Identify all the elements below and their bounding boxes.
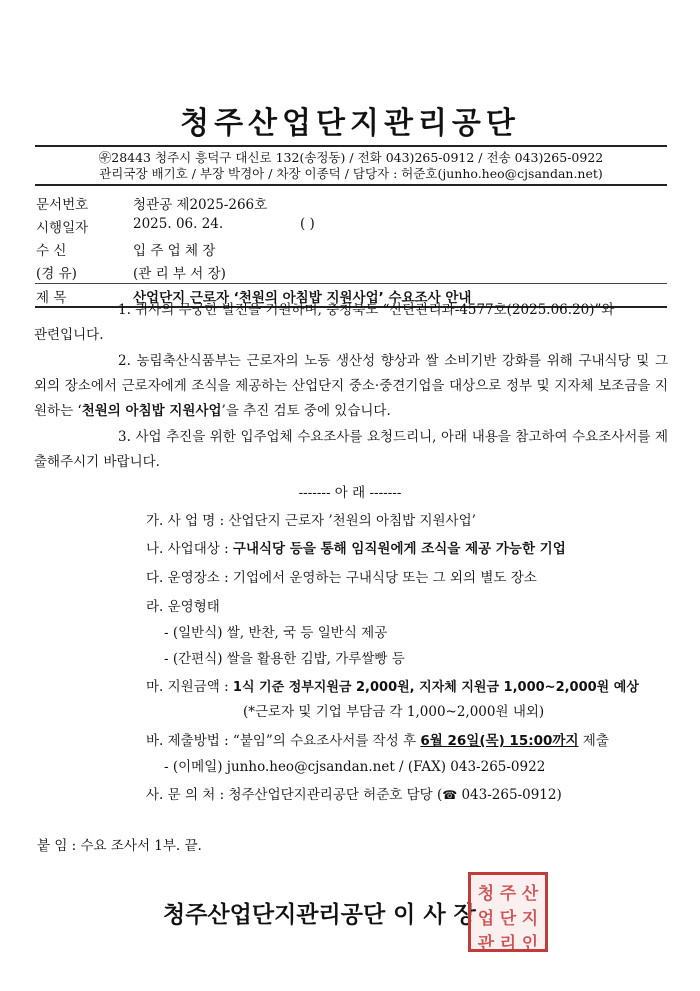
item-sa-close: ) [556,787,562,803]
seal-char: 산 [521,884,539,904]
item-ba-after: 제출 [578,733,609,749]
item-ba-sub-contact: - (이메일) junho.heo@cjsandan.net / (FAX) 043-265-0922 [164,759,546,775]
paragraph-1-line-2: 관련입니다. [34,327,104,343]
doc-number-label: 문서번호 [36,197,89,213]
item-sa-inquiry [146,783,562,803]
item-da-location: 다. 운영장소 : 기업에서 운영하는 구내식당 또는 그 외의 별도 장소 [146,570,537,586]
seal-char: 리 [499,934,517,954]
item-na-target [146,537,566,557]
header-divider-top [35,145,667,147]
item-ra-sub-simple: - (간편식) 쌀을 활용한 김밥, 가루쌀빵 등 [164,651,405,667]
item-sa-phone: 043-265-0912 [461,787,557,803]
seal-char: 업 [477,909,495,929]
date-parenthesis: ( ) [300,216,315,232]
item-sa-text: 사. 문 의 처 : 청주산업단지관리공단 허준호 담당 ( [146,787,443,803]
paragraph-2-text-after: ’을 추진 검토 중에 있습니다. [221,403,391,419]
subject-divider-top [35,283,667,284]
item-ba-deadline: 6월 26일(목) 15:00까지 [420,733,579,749]
item-na-value: 구내식당 등을 통해 임직원에게 조식을 제공 가능한 기업 [232,541,566,557]
via-label: (경 유) [36,266,77,282]
doc-number: 청관공 제2025-266호 [133,197,268,213]
item-ma-value: 1식 기준 정부지원금 2,000원, 지자체 지원금 1,000~2,000원 예상 [232,680,639,695]
paragraph-1 [34,298,668,348]
contact-line-staff: 관리국장 배기호 / 부장 박경아 / 차장 이종덕 / 담당자 : 허준호(junho.heo@cjsandan.net) [99,166,603,181]
item-ga-project-name: 가. 사 업 명 : 산업단지 근로자 ’천원의 아침밥 지원사업’ [146,513,476,529]
date-label: 시행일자 [36,220,89,236]
sender-signature: 청주산업단지관리공단 이 사 장 [163,902,476,928]
item-na-label: 나. 사업대상 : [146,541,233,557]
subject-label: 제 목 [36,290,67,306]
attachment-line: 붙 임 : 수요 조사서 1부. 끝. [37,838,202,854]
seal-char: 관 [477,934,495,954]
recipient: 입 주 업 체 장 [133,243,216,259]
via: (관 리 부 서 장) [133,266,226,282]
paragraph-2 [34,349,668,424]
item-ma-note: (*근로자 및 기업 부담금 각 1,000~2,000원 내외) [243,704,545,720]
item-ma-amount [146,675,639,695]
paragraph-2-program-name: 천원의 아침밥 지원사업 [81,403,222,419]
recipient-label: 수 신 [36,243,67,259]
seal-char: 청 [477,884,495,904]
item-ba-label: 바. 제출방법 : “붙임”의 수요조사서를 작성 후 [146,733,421,749]
item-ra-type: 라. 운영형태 [146,599,220,615]
below-heading: ------- 아 래 ------- [298,485,402,501]
telephone-icon: ☎ [442,788,458,802]
item-ra-sub-regular: - (일반식) 쌀, 반찬, 국 등 일반식 제공 [164,625,388,641]
issue-date: 2025. 06. 24. [133,216,224,232]
seal-char: 단 [499,909,517,929]
seal-char: 주 [499,884,517,904]
seal-char: 인 [521,934,539,954]
contact-line-address: ㉾28443 청주시 흥덕구 대신로 132(송정동) / 전화 043)265-0912 / 전송 043)265-0922 [98,150,604,165]
subject: 산업단지 근로자 ‘천원의 아침밥 지원사업’ 수요조사 안내 [133,290,472,306]
official-seal-stamp [468,872,548,952]
org-title: 청주산업단지관리공단 [180,106,520,141]
header-divider-bottom [35,184,667,186]
item-ma-label: 마. 지원금액 : [146,679,233,695]
item-ba-submission [146,729,609,749]
paragraph-1-line-1: 1. 귀사의 무궁한 발전을 기원하며, 충청북도 “산단관리과-4577호(2025.06.20)”와 [118,302,615,318]
seal-char: 지 [521,909,539,929]
paragraph-3: 3. 사업 추진을 위한 입주업체 수요조사를 요청드리니, 아래 내용을 참고하여 수요조사서를 제출해주시기 바랍니다. [34,429,668,470]
paragraph-2-text-before: 2. 농림축산식품부는 근로자의 노동 생산성 향상과 쌀 소비기반 강화를 위해 구내식당 및 그 외의 장소에서 근로자에게 조식을 제공하는 산업단지 중소·중견기업을 대상으로 정부 및 지자체 보조금을 지원하는 ‘ [34,353,668,419]
